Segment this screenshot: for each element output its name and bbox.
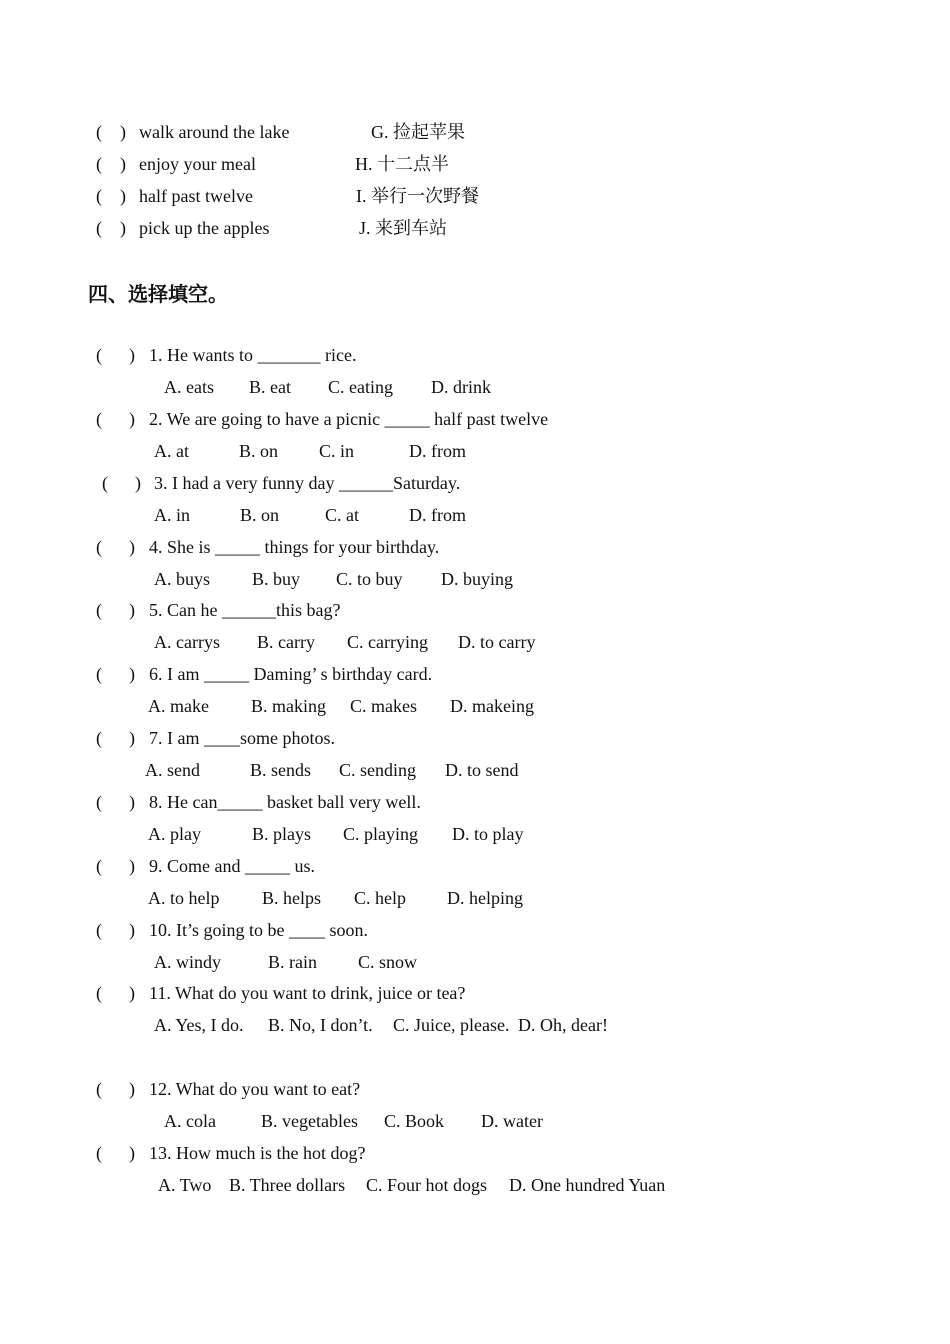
option: B. No, I don’t.: [268, 1015, 373, 1035]
question-text: 8. He can_____ basket ball very well.: [149, 792, 421, 812]
option: A. Yes, I do.: [154, 1015, 244, 1035]
option: D. drink: [431, 377, 491, 397]
option: C. help: [354, 888, 406, 908]
option: A. in: [154, 505, 190, 525]
option: A. send: [145, 760, 200, 780]
answer-paren[interactable]: ( ): [96, 409, 135, 429]
answer-paren[interactable]: ( ): [102, 473, 141, 493]
option: A. at: [154, 441, 189, 461]
option: A. make: [148, 696, 209, 716]
answer-paren[interactable]: ( ): [96, 728, 135, 748]
answer-paren[interactable]: ( ): [96, 792, 135, 812]
answer-paren[interactable]: ( ): [96, 856, 135, 876]
option: C. Book: [384, 1111, 445, 1131]
answer-paren[interactable]: ( ): [96, 600, 135, 620]
question-text: 5. Can he ______this bag?: [149, 600, 341, 620]
option: D. to play: [452, 824, 524, 844]
option: C. snow: [358, 952, 418, 972]
question-text: 10. It’s going to be ____ soon.: [149, 920, 368, 940]
option: A. cola: [164, 1111, 216, 1131]
matching-paren[interactable]: ( ): [96, 154, 126, 174]
option: B. on: [239, 441, 279, 461]
question-text: 2. We are going to have a picnic _____ half past twelve: [149, 409, 549, 429]
option: A. carrys: [154, 632, 220, 652]
option: C. sending: [339, 760, 417, 780]
option: B. buy: [252, 569, 301, 589]
option: C. carrying: [347, 632, 428, 652]
option: D. to send: [445, 760, 519, 780]
matching-paren[interactable]: ( ): [96, 122, 126, 142]
matching-english: walk around the lake: [139, 122, 290, 142]
option: B. helps: [262, 888, 322, 908]
option: D. makeing: [450, 696, 534, 716]
answer-paren[interactable]: ( ): [96, 920, 135, 940]
matching-paren[interactable]: ( ): [96, 186, 126, 206]
option: A. buys: [154, 569, 211, 589]
option: C. Four hot dogs: [366, 1175, 488, 1195]
option: D. helping: [447, 888, 523, 908]
option: D. water: [481, 1111, 543, 1131]
option: C. playing: [343, 824, 418, 844]
option: A. eats: [164, 377, 214, 397]
option: B. on: [240, 505, 280, 525]
question-text: 7. I am ____some photos.: [149, 728, 335, 748]
question-text: 9. Come and _____ us.: [149, 856, 315, 876]
answer-paren[interactable]: ( ): [96, 1079, 135, 1099]
option: B. rain: [268, 952, 317, 972]
matching-chinese: J. 来到车站: [359, 218, 448, 238]
matching-english: pick up the apples: [139, 218, 270, 238]
option: C. in: [319, 441, 355, 461]
option: B. eat: [249, 377, 291, 397]
matching-paren[interactable]: ( ): [96, 218, 126, 238]
answer-paren[interactable]: ( ): [96, 664, 135, 684]
option: B. Three dollars: [229, 1175, 346, 1195]
option: C. to buy: [336, 569, 403, 589]
matching-chinese: H. 十二点半: [355, 154, 449, 174]
option: D. to carry: [458, 632, 536, 652]
option: A. windy: [154, 952, 221, 972]
question-text: 1. He wants to _______ rice.: [149, 345, 357, 365]
question-text: 4. She is _____ things for your birthday.: [149, 537, 440, 557]
matching-english: enjoy your meal: [139, 154, 256, 174]
option: C. at: [325, 505, 359, 525]
question-text: 12. What do you want to eat?: [149, 1079, 361, 1099]
option: D. One hundred Yuan: [509, 1175, 666, 1195]
option: C. Juice, please.: [393, 1015, 510, 1035]
option: D. from: [409, 505, 466, 525]
question-text: 3. I had a very funny day ______Saturday.: [154, 473, 461, 493]
option: D. buying: [441, 569, 513, 589]
option: A. play: [148, 824, 201, 844]
option: C. eating: [328, 377, 393, 397]
answer-paren[interactable]: ( ): [96, 983, 135, 1003]
option: B. making: [251, 696, 326, 716]
option: C. makes: [350, 696, 417, 716]
option: B. vegetables: [261, 1111, 358, 1131]
section-title: 四、选择填空。: [88, 282, 228, 306]
option: B. carry: [257, 632, 315, 652]
option: A. Two: [158, 1175, 212, 1195]
option: D. from: [409, 441, 466, 461]
option: B. plays: [252, 824, 312, 844]
matching-chinese: G. 捡起苹果: [371, 122, 465, 142]
option: A. to help: [148, 888, 220, 908]
question-text: 13. How much is the hot dog?: [149, 1143, 366, 1163]
question-text: 11. What do you want to drink, juice or tea?: [149, 983, 466, 1003]
question-text: 6. I am _____ Daming’ s birthday card.: [149, 664, 433, 684]
answer-paren[interactable]: ( ): [96, 345, 135, 365]
option: D. Oh, dear!: [518, 1015, 608, 1035]
option: B. sends: [250, 760, 312, 780]
matching-english: half past twelve: [139, 186, 253, 206]
answer-paren[interactable]: ( ): [96, 1143, 135, 1163]
answer-paren[interactable]: ( ): [96, 537, 135, 557]
matching-chinese: I. 举行一次野餐: [356, 186, 479, 206]
